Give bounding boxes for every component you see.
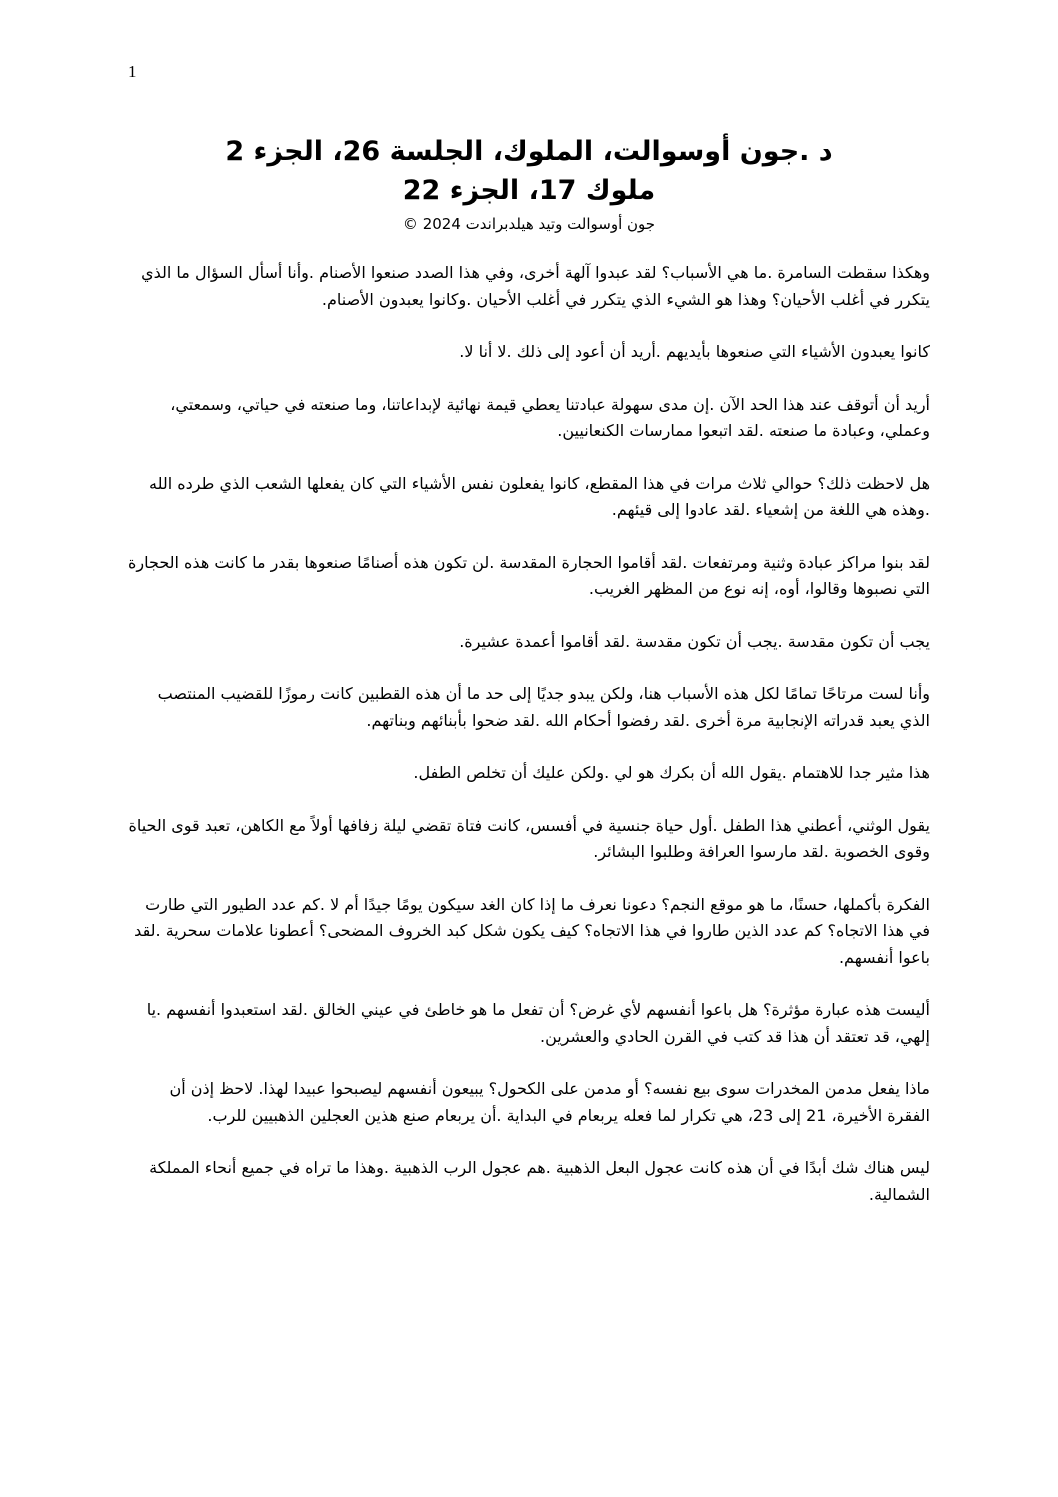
paragraph: أليست هذه عبارة مؤثرة؟ هل باعوا أنفسهم لأي غرض؟ أن تفعل ما هو خاطئ في عيني الخالق .لقد استعبدوا أنفسهم .يا إلهي، قد تعتقد أن هذا قد كتب في القرن الحادي والعشرين.: [146, 1000, 930, 1046]
document-header: [128, 132, 930, 236]
document-body: [128, 260, 930, 1234]
title-line-2: ملوك 17، الجزء 22: [402, 175, 656, 206]
paragraph: وأنا لست مرتاحًا تمامًا لكل هذه الأسباب هنا، ولكن يبدو جديًا إلى حد ما أن هذه القطبين كانت رموزًا للقضيب المنتصب الذي يعبد قدراته الإنجابية مرة أخرى .لقد رفضوا أحكام الله .لقد ضحوا بأبنائهم وبناتهم.: [157, 684, 930, 730]
paragraph: يجب أن تكون مقدسة .يجب أن تكون مقدسة .لقد أقاموا أعمدة عشيرة.: [459, 631, 930, 651]
page-number: 1: [128, 62, 137, 81]
paragraph: يقول الوثني، أعطني هذا الطفل .أول حياة جنسية في أفسس، كانت فتاة تقضي ليلة زفافها أولاً مع الكاهن، تعبد قوى الحياة وقوى الخصوبة .لقد مارسوا العرافة وطلبوا البشائر.: [128, 815, 930, 861]
paragraph: وهكذا سقطت السامرة .ما هي الأسباب؟ لقد عبدوا آلهة أخرى، وفي هذا الصدد صنعوا الأصنام .وأنا أسأل السؤال ما الذي يتكرر في أغلب الأحيان؟ وهذا هو الشيء الذي يتكرر في أغلب الأحيان .وكانوا يعبدون الأصنام.: [141, 263, 930, 309]
paragraph: هذا مثير جدا للاهتمام .يقول الله أن بكرك هو لي .ولكن عليك أن تخلص الطفل.: [413, 763, 930, 782]
copyright-line: جون أوسوالت وتيد هيلدبراندت 2024 ©: [402, 215, 656, 233]
paragraph: لقد بنوا مراكز عبادة وثنية ومرتفعات .لقد أقاموا الحجارة المقدسة .لن تكون هذه أصنامًا صنعوها بقدر ما كانت هذه الحجارة التي نصبوها وقالوا، أوه، إنه نوع من المظهر الغريب.: [128, 552, 930, 598]
paragraph: هل لاحظت ذلك؟ حوالي ثلاث مرات في هذا المقطع، كانوا يفعلون نفس الأشياء التي كان يفعلها الشعب الذي طرده الله .وهذه هي اللغة من إشعياء .لقد عادوا إلى قيئهم.: [149, 473, 930, 519]
paragraph: ماذا يفعل مدمن المخدرات سوى بيع نفسه؟ أو مدمن على الكحول؟ يبيعون أنفسهم ليصبحوا عبيدا لهذا. لاحظ إذن أن الفقرة الأخيرة، 21 إلى 23، هي تكرار لما فعله يربعام في البداية .أن يربعام صنع هذين العجلين الذهبيين للرب.: [169, 1079, 930, 1125]
title-line-1: د .جون أوسوالت، الملوك، الجلسة 26، الجزء 2: [225, 136, 833, 167]
paragraph: أريد أن أتوقف عند هذا الحد الآن .إن مدى سهولة عبادتنا يعطي قيمة نهائية لإبداعاتنا، وما صنعته في حياتي، وسمعتي، وعملي، وعبادة ما صنعته .لقد اتبعوا ممارسات الكنعانيين.: [170, 394, 930, 440]
paragraph: الفكرة بأكملها، حسنًا، ما هو موقع النجم؟ دعونا نعرف ما إذا كان الغد سيكون يومًا جيدًا أم لا .كم عدد الطيور التي طارت في هذا الاتجاه؟ كم عدد الذين طاروا في هذا الاتجاه؟ كيف يكون شكل كبد الخروف المضحى؟ أعطونا علامات سحرية .لقد باعوا أنفسهم.: [134, 894, 930, 967]
paragraph: كانوا يعبدون الأشياء التي صنعوها بأيديهم .أريد أن أعود إلى ذلك .لا أنا لا.: [459, 342, 930, 361]
paragraph: ليس هناك شك أبدًا في أن هذه كانت عجول البعل الذهبية .هم عجول الرب الذهبية .وهذا ما تراه في جميع أنحاء المملكة الشمالية.: [149, 1158, 930, 1204]
